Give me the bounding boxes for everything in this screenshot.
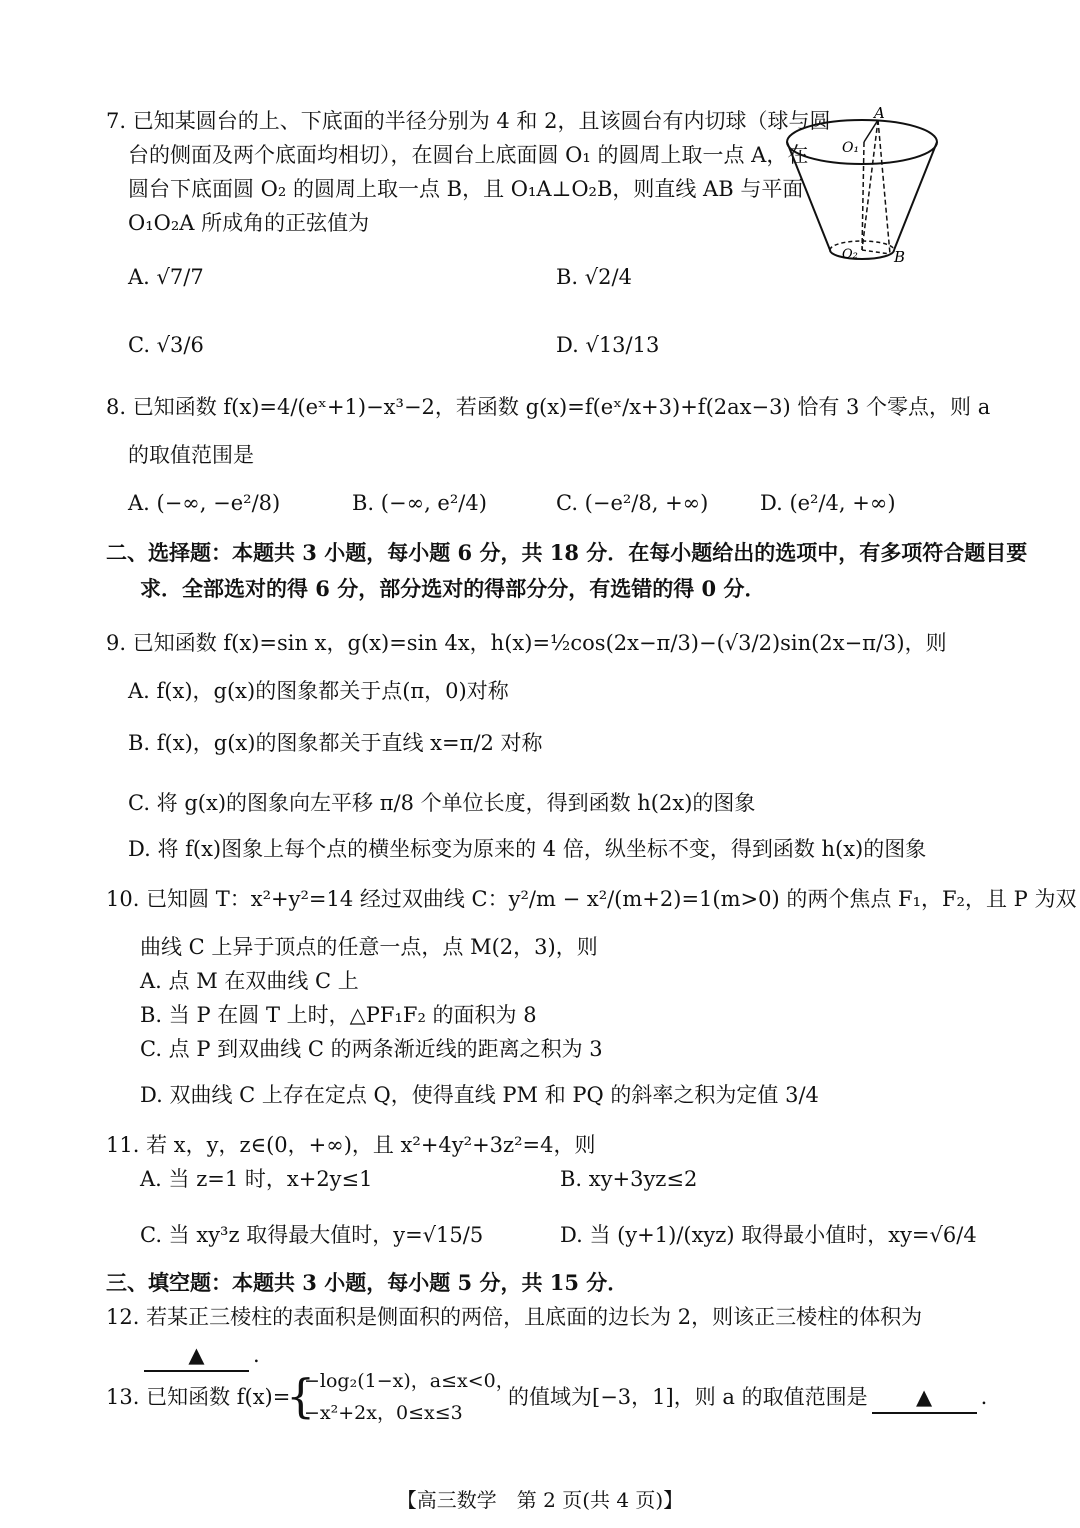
q8-option-b: B. (−∞, e²/4) (352, 491, 487, 515)
q9-option-a: A. f(x)，g(x)的图象都关于点(π，0)对称 (128, 679, 509, 703)
q11-option-d: D. 当 (y+1)/(xyz) 取得最小值时，xy=√6/4 (560, 1223, 977, 1247)
q13-suffix-text: 的值域为[−3，1]，则 a 的取值范围是 (508, 1385, 868, 1409)
label-a: A (874, 104, 885, 122)
q11-line-1: 11. 若 x，y，z∈(0，+∞)，且 x²+4y²+3z²=4，则 (106, 1133, 596, 1157)
q11-option-b: B. xy+3yz≤2 (560, 1167, 698, 1191)
label-o2: O₂ (842, 247, 858, 262)
q13-brace: { (286, 1369, 316, 1423)
q7-option-d: D. √13/13 (556, 333, 660, 357)
q11-option-c: C. 当 xy³z 取得最大值时，y=√15/5 (140, 1223, 484, 1247)
q7-line-1: 7. 已知某圆台的上、下底面的半径分别为 4 和 2，且该圆台有内切球（球与圆 (106, 109, 831, 133)
q7-line-4: O₁O₂A 所成角的正弦值为 (128, 211, 370, 235)
label-b: B (894, 248, 906, 266)
q10-option-b: B. 当 P 在圆 T 上时，△PF₁F₂ 的面积为 8 (140, 1003, 537, 1027)
q12-answer-blank[interactable]: ▲ (144, 1340, 249, 1372)
q9-option-b: B. f(x)，g(x)的图象都关于直线 x=π/2 对称 (128, 731, 543, 755)
section-2-heading-line-2: 求．全部选对的得 6 分，部分选对的得部分分，有选错的得 0 分． (140, 576, 766, 601)
q8-option-a: A. (−∞, −e²/8) (128, 491, 281, 515)
page-footer: 【高三数学 第 2 页(共 4 页)】 (396, 1488, 684, 1512)
q10-option-c: C. 点 P 到双曲线 C 的两条渐近线的距离之积为 3 (140, 1037, 603, 1061)
q10-line-1: 10. 已知圆 T：x²+y²=14 经过双曲线 C：y²/m − x²/(m+2)=1(m>0) 的两个焦点 F₁，F₂，且 P 为双 (106, 887, 1077, 911)
q7-line-2: 台的侧面及两个底面均相切），在圆台上底面圆 O₁ 的圆周上取一点 A，在 (128, 143, 809, 167)
q13-prefix: 13. 已知函数 f(x)= (106, 1385, 291, 1409)
q7-option-a: A. √7/7 (128, 265, 204, 289)
q10-option-d: D. 双曲线 C 上存在定点 Q，使得直线 PM 和 PQ 的斜率之积为定值 3/4 (140, 1083, 819, 1107)
frustum-figure (782, 104, 942, 269)
q8-line-1: 8. 已知函数 f(x)=4/(eˣ+1)−x³−2，若函数 g(x)=f(eˣ/x+3)+f(2ax−3) 恰有 3 个零点，则 a (106, 395, 991, 419)
q7-line-3: 圆台下底面圆 O₂ 的圆周上取一点 B，且 O₁A⊥O₂B，则直线 AB 与平面 (128, 177, 804, 201)
q9-line-1: 9. 已知函数 f(x)=sin x，g(x)=sin 4x，h(x)=½cos(2x−π/3)−(√3/2)sin(2x−π/3)，则 (106, 631, 947, 655)
q13-answer-blank[interactable]: ▲ (872, 1382, 977, 1414)
q9-option-d: D. 将 f(x)图象上每个点的横坐标变为原来的 4 倍，纵坐标不变，得到函数 h(x)的图象 (128, 837, 927, 861)
q8-option-c: C. (−e²/8, +∞) (556, 491, 709, 515)
q11-option-a: A. 当 z=1 时，x+2y≤1 (140, 1167, 373, 1191)
q7-option-c: C. √3/6 (128, 333, 204, 357)
label-o1: O₁ (842, 140, 860, 156)
q8-option-d: D. (e²/4, +∞) (760, 491, 896, 515)
q10-option-a: A. 点 M 在双曲线 C 上 (140, 969, 359, 993)
q13-suffix: 的值域为[−3，1]，则 a 的取值范围是 ▲ . (508, 1382, 987, 1414)
q9-option-c: C. 将 g(x)的图象向左平移 π/8 个单位长度，得到函数 h(2x)的图象 (128, 791, 756, 815)
section-3-heading: 三、填空题：本题共 3 小题，每小题 5 分，共 15 分． (106, 1270, 629, 1295)
q12-answer-line: ▲ . (140, 1340, 260, 1372)
section-2-heading-line-1: 二、选择题：本题共 3 小题，每小题 6 分，共 18 分．在每小题给出的选项中，有多项符合题目要 (106, 540, 1028, 565)
q8-line-2: 的取值范围是 (128, 443, 254, 467)
q13-case-1: −log₂(1−x)，a≤x<0， (304, 1370, 515, 1392)
q13-case-2: −x²+2x，0≤x≤3 (304, 1402, 463, 1424)
q10-line-2: 曲线 C 上异于顶点的任意一点，点 M(2，3)，则 (140, 935, 598, 959)
q7-option-b: B. √2/4 (556, 265, 632, 289)
q12-line-1: 12. 若某正三棱柱的表面积是侧面积的两倍，且底面的边长为 2，则该正三棱柱的体积为 (106, 1305, 923, 1329)
